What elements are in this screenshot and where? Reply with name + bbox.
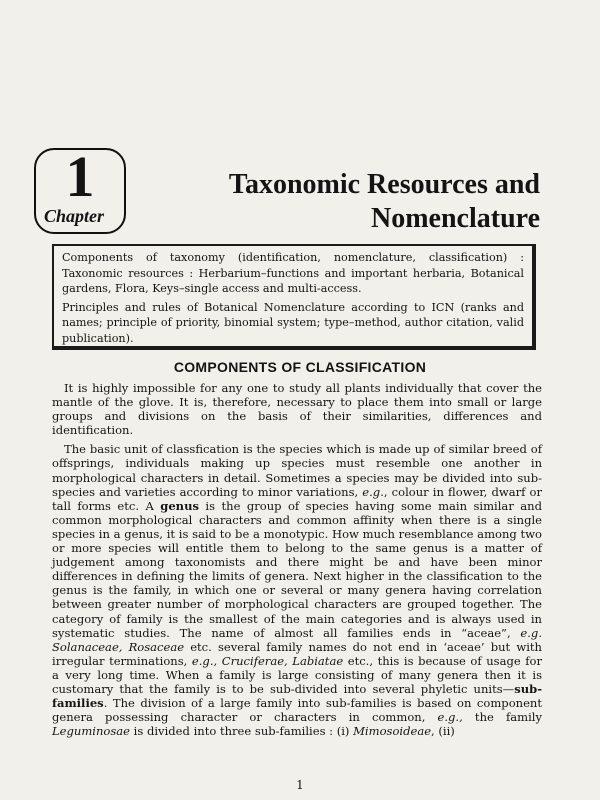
body-paragraph-1: It is highly impossible for any one to study all plants individually that cover the mantle of the glove. It is, therefore, necessary to place them into small or large groups and divisions on the basis of their similarities, differences and identification. [52, 381, 542, 438]
text-run: . The division of a large family into sub-families is based on component genera possessing character or characters in common, [52, 696, 542, 725]
eg-abbrev: e.g. [362, 484, 384, 499]
eg-abbrev: e.g. [520, 625, 542, 640]
text-run: is divided into three sub-families : (i) [130, 724, 354, 739]
family-names: Cruciferae, Labiatae [217, 653, 344, 668]
term-sub-families: sub-families [52, 681, 542, 711]
family-names: Solanaceae, Rosaceae [52, 639, 185, 654]
chapter-word: Chapter [44, 206, 105, 226]
chapter-badge [34, 144, 126, 234]
chapter-summary-box [52, 244, 536, 350]
text-run: etc., this is because of usage for a very long time. When a family is large consisting of many genera then it is customary that the family is to be sub-divided into several phyletic units— [52, 653, 542, 696]
chapter-title-line-2: Nomenclature [371, 203, 540, 234]
text-run: , colour in flower, dwarf or tall forms etc. A [52, 484, 542, 513]
page-number: 1 [296, 778, 304, 792]
term-genus: genus [160, 498, 199, 513]
body-text [52, 381, 542, 743]
text-run: The basic unit of classfication is the species which is made up of similar breed of offsprings, individuals making up species must resemble one another in morphological characters in detail. Sometimes a species may be divided into sub-species and varieties according to minor variations, [52, 442, 542, 499]
text-run: is the group of species having some main similar and common morphological characters and common affinity when there is a single species in a genus, it is said to be a monotypic. How much resemblance among two or more species will entitle them to belong to the same genus is a matter of judgement among taxonomists and there might be and have been minor differences in defining the limits of genera. Next higher in the classification to the genus is the family, in which one or several or many genera having correlation between greater number of morphological characters are grouped together. The category of family is the smallest of the main categories and is always used in systematic studies. The name of almost all families ends in “aceae”, [52, 498, 542, 640]
chapter-number: 1 [65, 144, 95, 209]
text-run: , (ii) [431, 724, 455, 739]
eg-abbrev: e.g., [437, 710, 463, 725]
chapter-title-line-1: Taxonomic Resources and [228, 169, 540, 200]
subfamily-name: Mimosoideae [353, 724, 432, 739]
eg-abbrev: e.g., [191, 653, 218, 668]
summary-paragraph-1: Components of taxonomy (identification, nomenclature, classification) : Taxonomic resources : Herbarium–functions and important herbaria, Botanical gardens, Flora, Keys–single access and multi-access. [62, 251, 524, 295]
section-heading: COMPONENTS OF CLASSIFICATION [173, 359, 427, 375]
text-run: etc. several family names do not end in ‘aceae’ but with irregular terminations, [52, 639, 542, 668]
body-paragraph-2 [52, 442, 542, 738]
summary-paragraph-2: Principles and rules of Botanical Nomenclature according to ICN (ranks and names; principle of priority, binomial system; type–method, author citation, valid publication). [62, 300, 524, 345]
chapter-title [229, 168, 540, 236]
family-name: Leguminosae [52, 724, 131, 739]
text-run: the family [462, 710, 542, 725]
